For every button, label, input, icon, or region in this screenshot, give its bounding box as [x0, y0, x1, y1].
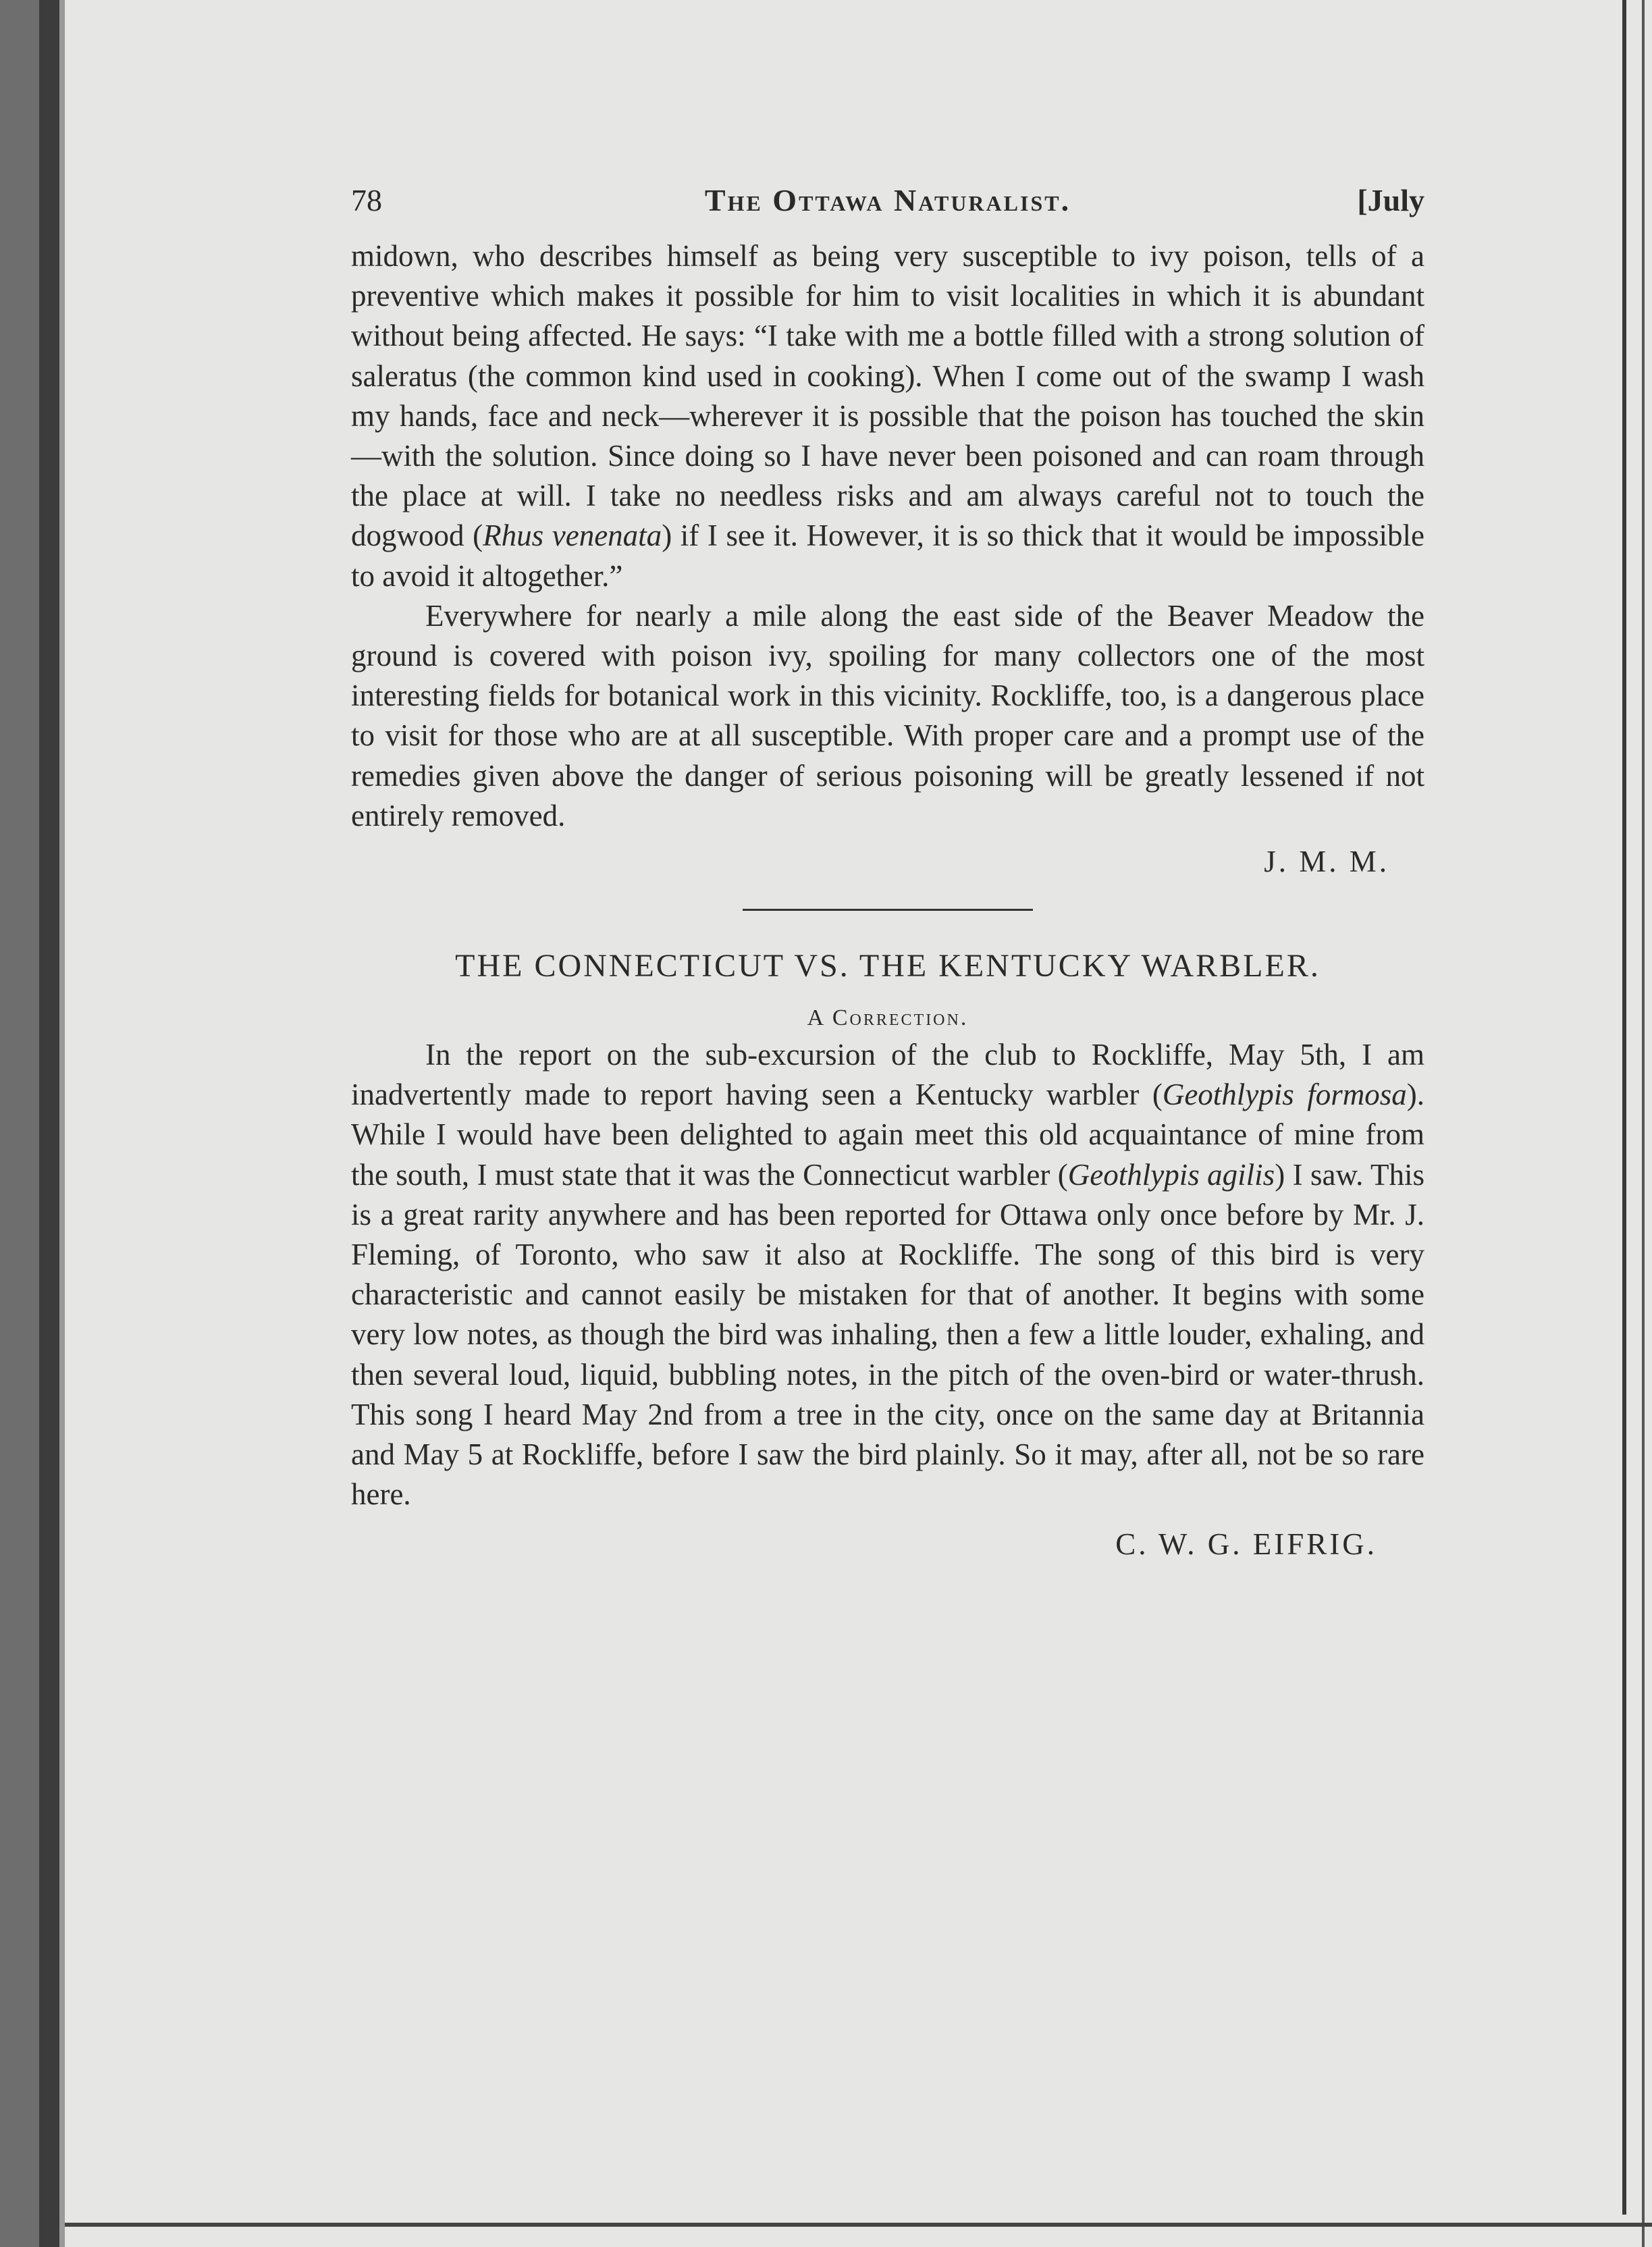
running-header — [351, 182, 1424, 236]
article1-paragraph1 — [351, 236, 1424, 596]
journal-title: The Ottawa Naturalist. — [704, 183, 1071, 217]
scan-right-outer-line — [1642, 0, 1645, 2247]
scan-left-inner-edge — [59, 0, 65, 2247]
article1-paragraph1-end: ) if I see it. However, it is so thick that it would be impossible to avoid it altogether.” — [351, 519, 1425, 593]
article2-text-b: ). While I would have been delighted to again meet this old acquaintance of mine from the south, I must state that it was the Connecticut warbler ( — [351, 1078, 1424, 1192]
article1-paragraph1-text: midown, who describes himself as being very susceptible to ivy poison, tells of a preventive which makes it possible for him to visit localities in which it is abundant without being affected. He says: “I take with me a bottle filled with a strong solution of saleratus (the common kind used in cooking). When I come out of the swamp I wash my hands, face and neck—wherever it is possible that the poison has touched the skin—with the solution. Since doing so I have never been poisoned and can roam through the place at will. I take no needless risks and am always careful not to touch the dogwood ( — [351, 239, 1424, 553]
article2-text-c: ) I saw. This is a great rarity anywhere and has been reported for Ottawa only once before by Mr. J. Fleming, of Toronto, who saw it also at Rockliffe. The song of this bird is very characteristic and cannot easily be mistaken for that of another. It begins with some very low notes, as though the bird was inhaling, then a few a little louder, exhaling, and then several loud, liquid, bubbling notes, in the pitch of the oven-bird or water-thrush. This song I heard May 2nd from a tree in the city, once on the same day at Britannia and May 5 at Rockliffe, before I saw the bird plainly. So it may, after all, not be so rare here. — [351, 1157, 1424, 1512]
issue-month: [July — [1357, 183, 1424, 217]
scan-left-margin — [0, 0, 39, 2247]
species-name-formosa: Geothlypis formosa — [1162, 1078, 1407, 1112]
scan-right-edge-line — [1622, 0, 1626, 2215]
scan-bottom-edge-line — [65, 2223, 1652, 2227]
article2-text-a: In the report on the sub-excursion of the club to Rockliffe, May 5th, I am inadvertently made to report having seen a Kentucky warbler ( — [351, 1038, 1424, 1112]
scan-left-binding-edge — [39, 0, 59, 2247]
article2-subtitle: A Correction. — [807, 1005, 969, 1031]
page-number: 78 — [351, 183, 382, 217]
document-page — [351, 182, 1424, 1564]
section-divider — [743, 909, 1033, 911]
species-name-rhus: Rhus venenata — [483, 519, 662, 553]
article2-paragraph — [351, 1035, 1424, 1514]
article2-signature: C. W. G. EIFRIG. — [1115, 1527, 1377, 1562]
species-name-agilis: Geothlypis agilis — [1067, 1157, 1275, 1192]
article1-paragraph2: Everywhere for nearly a mile along the east side of the Beaver Meadow the ground is covered with poison ivy, spoiling for many collectors one of the most interesting fields for botanical work in this vicinity. Rockliffe, too, is a dangerous place to visit for those who are at all susceptible. With proper care and a prompt use of the remedies given above the danger of serious poisoning will be greatly lessened if not entirely removed. — [351, 598, 1424, 832]
article1-signature: J. M. M. — [1264, 845, 1389, 879]
article2-title: THE CONNECTICUT VS. THE KENTUCKY WARBLER. — [455, 948, 1321, 984]
